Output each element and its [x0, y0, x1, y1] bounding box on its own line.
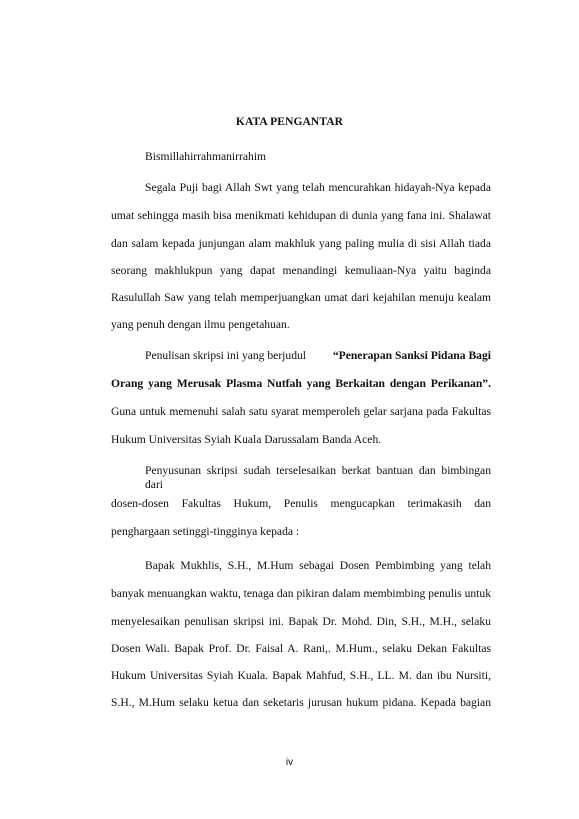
- paragraph-2-line-4: Hukum Universitas Syiah Kuala Darussalam Banda Aceh.: [111, 433, 382, 446]
- paragraph-3-line-3: penghargaan setinggi-tingginya kepada :: [111, 525, 300, 538]
- paragraph-1-line-6: yang penuh dengan ilmu pengetahuan.: [111, 318, 290, 331]
- paragraph-1-line-5: Rasulullah Saw yang telah memperjuangkan umat dari kejahilan menuju kealam: [111, 291, 491, 304]
- page-number: iv: [285, 757, 294, 768]
- paragraph-1-line-1: Segala Puji bagi Allah Swt yang telah mencurahkan hidayah-Nya kepada: [145, 181, 491, 194]
- thesis-title-part-2: Orang yang Merusak Plasma Nutfah yang Berkaitan dengan Perikanan”.: [111, 377, 491, 390]
- page-title: KATA PENGANTAR: [235, 116, 344, 128]
- paragraph-2-intro: Penulisan skripsi ini yang berjudul: [145, 349, 307, 362]
- paragraph-1-line-2: umat sehingga masih bisa menikmati kehidupan di dunia yang fana ini. Shalawat: [111, 209, 491, 222]
- opening-line: Bismillahirrahmanirrahim: [145, 150, 267, 163]
- paragraph-4-line-4: Dosen Wali. Bapak Prof. Dr. Faisal A. Rani,. M.Hum., selaku Dekan Fakultas: [111, 642, 491, 655]
- paragraph-4-line-1: Bapak Mukhlis, S.H., M.Hum sebagai Dosen Pembimbing yang telah: [145, 559, 491, 572]
- paragraph-4-line-2: banyak menuangkan waktu, tenaga dan pikiran dalam membimbing penulis untuk: [111, 587, 491, 600]
- paragraph-2-line-1: [145, 349, 491, 363]
- paragraph-4-line-6: S.H., M.Hum selaku ketua dan seketaris jurusan hukum pidana. Kepada bagian: [111, 696, 491, 709]
- paragraph-1-line-4: seorang makhlukpun yang dapat menandingi kemuliaan-Nya yaitu baginda: [111, 264, 491, 277]
- paragraph-3-line-1: Penyusunan skripsi sudah terselesaikan berkat bantuan dan bimbingan dari: [145, 464, 491, 491]
- thesis-title-part-1: “Penerapan Sanksi Pidana Bagi: [332, 349, 491, 362]
- paragraph-4-line-3: menyelesaikan penulisan skripsi ini. Bapak Dr. Mohd. Din, S.H., M.H., selaku: [111, 615, 491, 628]
- paragraph-2-line-3: Guna untuk memenuhi salah satu syarat memperoleh gelar sarjana pada Fakultas: [111, 405, 491, 418]
- paragraph-1-line-3: dan salam kepada junjungan alam makhluk yang paling mulia di sisi Allah tiada: [111, 237, 491, 250]
- paragraph-4-line-5: Hukum Universitas Syiah Kuala. Bapak Mahfud, S.H., LL. M. dan ibu Nursiti,: [111, 669, 491, 682]
- paragraph-3-line-2: dosen-dosen Fakultas Hukum, Penulis mengucapkan terimakasih dan: [111, 497, 491, 510]
